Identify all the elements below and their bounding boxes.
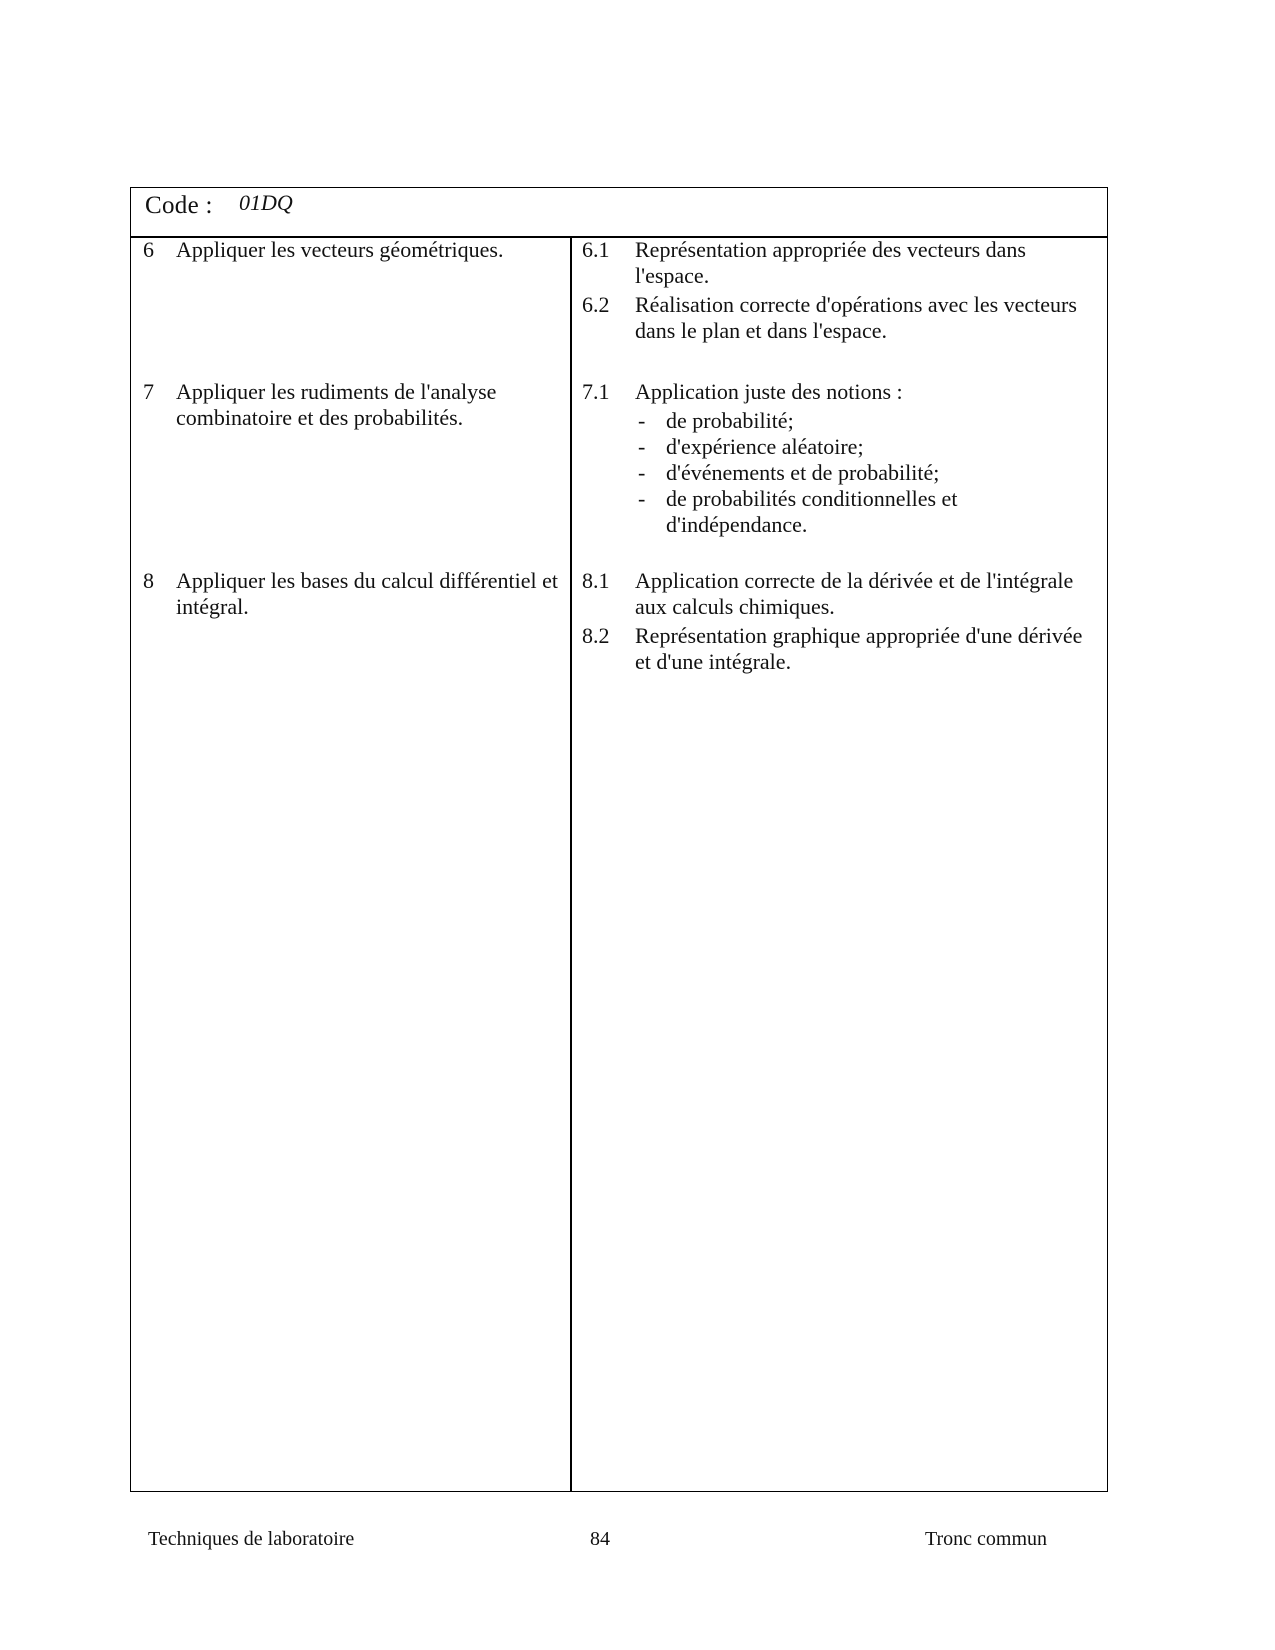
list-item: - de probabilité; [638,408,794,433]
competency-8 [143,568,558,620]
criterion-text: Réalisation correcte d'opérations avec les vecteurs dans le plan et dans l'espace. [635,292,1077,343]
criterion-6-1 [582,237,1092,289]
list-item: - de probabilités conditionnelles et d'indépendance. [638,486,958,537]
code-label: Code : [145,192,213,219]
criterion-6-2 [582,292,1092,344]
competency-number: 8 [143,568,154,593]
criterion-text: Représentation graphique appropriée d'une dérivée et d'une intégrale. [635,623,1083,674]
competency-6 [143,237,558,263]
criteria-6 [582,237,1092,347]
criterion-number: 7.1 [582,379,610,404]
criterion-7-1 [582,379,1092,405]
competency-text: Appliquer les rudiments de l'analyse combinatoire et des probabilités. [176,379,497,430]
criterion-text: Application juste des notions : [635,379,903,404]
footer-program: Techniques de laboratoire [148,1528,355,1550]
criteria-7 [582,379,1092,538]
list-item: - d'expérience aléatoire; [638,434,864,459]
criterion-8-1 [582,568,1092,620]
criterion-number: 8.2 [582,623,610,648]
code-value: 01DQ [239,190,293,215]
notion-list [638,408,1092,538]
footer-section: Tronc commun [925,1528,1048,1550]
competency-table [130,187,1108,1492]
competency-text: Appliquer les vecteurs géométriques. [176,237,504,262]
code-header [131,188,1107,238]
competency-text: Appliquer les bases du calcul différentiel et intégral. [176,568,559,619]
list-item: - d'événements et de probabilité; [638,460,940,485]
criterion-number: 6.1 [582,237,610,262]
competency-7 [143,379,558,431]
criterion-text: Représentation appropriée des vecteurs dans l'espace. [635,237,1026,288]
criterion-text: Application correcte de la dérivée et de l'intégrale aux calculs chimiques. [635,568,1074,619]
competency-number: 6 [143,237,154,262]
page-number: 84 [590,1528,610,1550]
competency-number: 7 [143,379,154,404]
criterion-number: 8.1 [582,568,610,593]
column-divider [570,238,572,1491]
criteria-8 [582,568,1092,678]
criterion-8-2 [582,623,1092,675]
criterion-number: 6.2 [582,292,610,317]
